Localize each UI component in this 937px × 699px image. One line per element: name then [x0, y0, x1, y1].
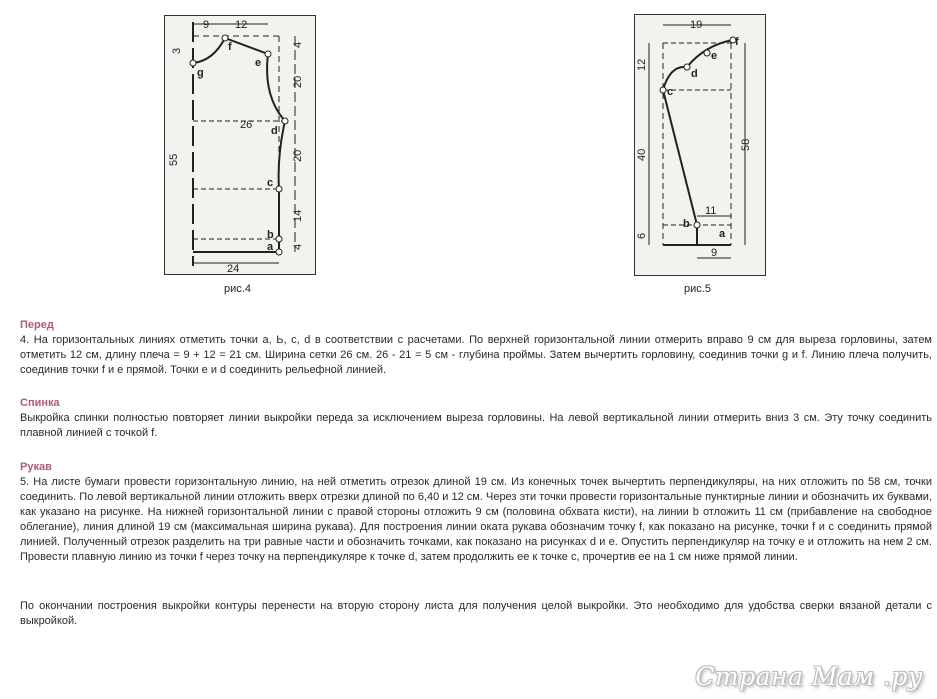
figure-4 — [164, 15, 316, 275]
fig5-point-b: b — [683, 218, 690, 230]
fig4-dim-bottom: 24 — [227, 263, 240, 274]
fig5-dim-right: 58 — [740, 138, 752, 151]
fig5-dim-cuff: 11 — [705, 205, 717, 217]
fig5-point-a: a — [719, 228, 726, 240]
fig5-dim-left40: 40 — [636, 148, 648, 161]
watermark-logo: Страна Мам .ру — [695, 662, 923, 691]
section-back-text: Выкройка спинки полностью повторяет линии выкройки переда за исключением выреза горловины. На левой вертикальной линии отмерить вниз 3 см. Эту точку соединить плавной линией с точкой f. — [20, 412, 932, 439]
fig4-dim-neck: 9 — [203, 19, 210, 31]
fig5-point-f: f — [735, 36, 739, 48]
fig5-point-d: d — [691, 68, 698, 80]
fig4-dim-right-4: 4 — [292, 243, 304, 250]
fig4-dim-width: 26 — [240, 119, 253, 131]
fig4-point-a: a — [267, 241, 274, 253]
fig4-dim-right-top4: 4 — [292, 41, 304, 48]
fig4-dim-height: 55 — [168, 153, 180, 166]
fig4-point-d: d — [271, 125, 278, 137]
fig5-dim-top: 19 — [690, 19, 703, 31]
section-final — [20, 599, 932, 629]
fig4-point-c: c — [267, 177, 274, 189]
fig5-point-e: e — [711, 50, 718, 62]
section-sleeve — [20, 460, 932, 565]
figure-5-caption: рис.5 — [684, 283, 711, 295]
figure-4-caption: рис.4 — [224, 283, 251, 295]
figure-5 — [634, 14, 766, 276]
fig4-point-b: b — [267, 229, 274, 241]
fig5-dim-bottom: 9 — [711, 247, 718, 259]
fig4-dim-shoulder: 12 — [235, 19, 248, 31]
section-front-title: Перед — [20, 319, 54, 331]
fig4-point-e: e — [255, 57, 262, 69]
fig4-dim-right-14: 14 — [292, 209, 304, 222]
section-final-text: По окончании построения выкройки контуры перенести на вторую сторону листа для получения целой выкройки. Это необходимо для удобства сверки вязаной детали с выкройкой. — [20, 600, 932, 627]
section-sleeve-text: 5. На листе бумаги провести горизонтальную линию, на ней отметить отрезок длиной 19 см. Из конечных точек вычертить перпендикуляры, на них отложить по 58 см, точки соединить. По левой вертикальной линии отложить вверх отрезки длиной по 6,40 и 12 см. Через эти точки провести горизонтальные пунктирные линии и обозначить их буквами, как указано на рисунке. На нижней горизонтальной линии с правой стороны отложить 9 см (половина обхвата кисти), на линии b отложить 11 см (прибавление на свободное облегание), линия длиной 19 см (максимальная ширина рукава). Для построения линии оката рукава обозначим точку f, как показано на рисунке, точки f и с соединить прямой линией. Полученный отрезок разделить на три равные части и обозначить точками, как показано на рисунках d и е. Опустить перпендикуляр на точку е и отложить на нем 2 см. Провести плавную линию из точки f через точку на перпендикуляре к точке d, затем продолжить ее к точке с, прочертив ее на 1 см ниже прямой линии. — [20, 476, 932, 563]
fig4-dim-right-lower: 20 — [292, 149, 304, 162]
fig4-dim-right-upper: 20 — [292, 75, 304, 88]
fig5-point-c: c — [667, 86, 674, 98]
section-sleeve-title: Рукав — [20, 461, 52, 473]
fig4-point-f: f — [228, 41, 232, 53]
fig5-dim-left6: 6 — [636, 232, 648, 239]
section-back-title: Спинка — [20, 397, 60, 409]
fig4-dim-left3: 3 — [171, 47, 183, 54]
section-front-text: 4. На горизонтальных линиях отметить точки a, Ь, с, d в соответствии с расчетами. По верхней горизонтальной линии отмерить вправо 9 см для выреза горловины, затем отметить 12 см, длину плеча = 9 + 12 = 21 см. Ширина сетки 26 см. 26 - 21 = 5 см - глубина проймы. Затем вычертить горловину, соединив точки g и f. Линию плеча получить, соединив точки f и е прямой. Точки е и d соединить рельефной линией. — [20, 334, 932, 376]
section-back — [20, 396, 932, 441]
fig4-point-g: g — [197, 67, 204, 79]
section-front — [20, 318, 932, 378]
fig5-dim-left12: 12 — [636, 58, 648, 71]
